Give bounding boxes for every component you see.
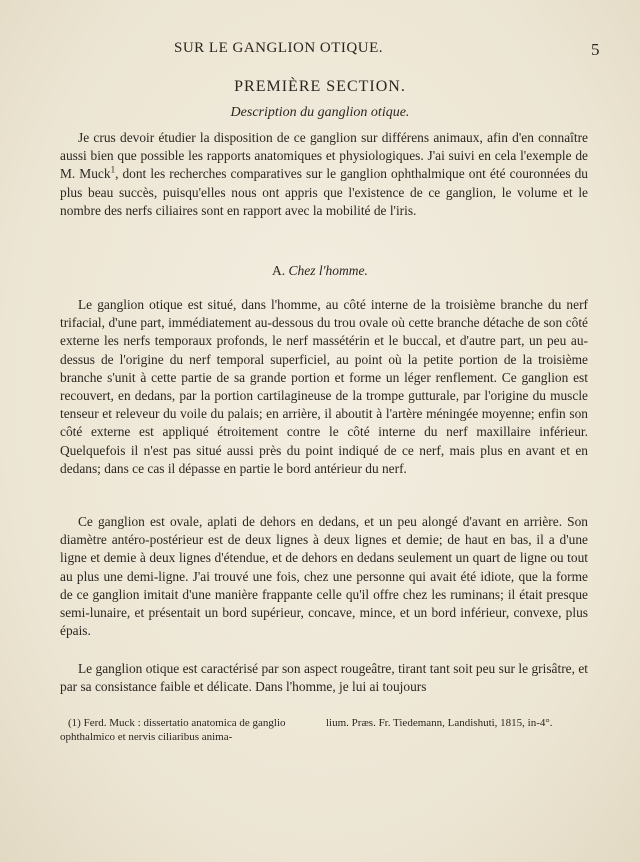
paragraph-1 [60,129,588,220]
subsection-title: Chez l'homme. [288,263,368,278]
subsection-heading [0,263,640,279]
paragraph-1-text-b: , dont les recherches comparatives sur le ganglion ophthalmique ont été couronnées du plus beau succès, puisqu'elles nous ont appris que l'existence de ce ganglion, le volume et le nombre des nerfs ciliaires sont en rapport avec la mobilité de l'iris. [60,166,589,218]
footnote-left-column: (1) Ferd. Muck : dissertatio anatomica de ganglio ophthalmico et nervis ciliaribus anima- [60,717,286,743]
footnote-reference: 1 [110,164,116,175]
paragraph-2 [60,296,588,478]
footnote-right-column: lium. Præs. Fr. Tiedemann, Landishuti, 1815, in-4°. [326,717,553,729]
paragraph-1-text-a: Je crus devoir étudier la disposition de ce ganglion sur différens animaux, afin d'en connaître aussi bien que possible les rapports anatomiques et physiologiques. J'ai suivi en cela l'exemple de M. Muck [60,130,588,182]
subsection-label: A. [272,263,286,278]
paragraph-3-text: Ce ganglion est ovale, aplati de dehors en dedans, et un peu alongé d'avant en arrière. Son diamètre antéro-postérieur est de deux lignes à deux lignes et demie; de haut en bas, il a d'une ligne et demie à deux lignes d'étendue, et de dehors en dedans seulement un quart de ligne ou tout au plus une demi-ligne. J'ai trouvé une fois, chez une personne qui avait été idiote, que la forme de ce ganglion imitait d'une manière frappante celle qu'il offre chez les ruminans; il était presque semi-lunaire, et présentait un bord supérieur, concave, mince, et un bord inférieur, convexe, plus épais. [60,514,588,639]
section-subtitle: Description du ganglion otique. [230,105,410,120]
page-number: 5 [591,40,600,59]
paragraph-3 [60,513,588,640]
running-title: SUR LE GANGLION OTIQUE. [174,40,383,56]
paragraph-4-text: Le ganglion otique est caractérisé par son aspect rougeâtre, tirant tant soit peu sur le grisâtre, et par sa consistance faible et délicate. Dans l'homme, je lui ai toujours [60,661,588,695]
section-title: PREMIÈRE SECTION. [234,78,406,95]
running-head [0,40,640,62]
paragraph-2-text: Le ganglion otique est situé, dans l'homme, au côté interne de la troisième branche du nerf trifacial, d'une part, immédiatement au-dessous du trou ovale où cette branche détache de son côté externe les nerfs temporaux profonds, le nerf massétérin et le buccal, et d'autre part, un peu au-dessus de l'origine du nerf temporal superficiel, au point où la petite portion de la troisième branche s'unit à cette partie de sa grande portion et forme un léger renflement. Ce ganglion est recouvert, en dedans, par la portion cartilagineuse de la trompe gutturale, par l'origine du muscle tenseur et releveur du voile du palais; en arrière, il aboutit à l'artère méningée moyenne; enfin son côté externe est appliqué étroitement contre le côté interne du nerf maxillaire inférieur. Quelquefois il n'est pas situé aussi près du point indiqué de ce nerf, mais plus en avant et en dedans; dans ce cas il dépasse en partie le bord antérieur du nerf. [60,297,588,476]
paragraph-4 [60,660,588,696]
footnote [60,716,588,744]
